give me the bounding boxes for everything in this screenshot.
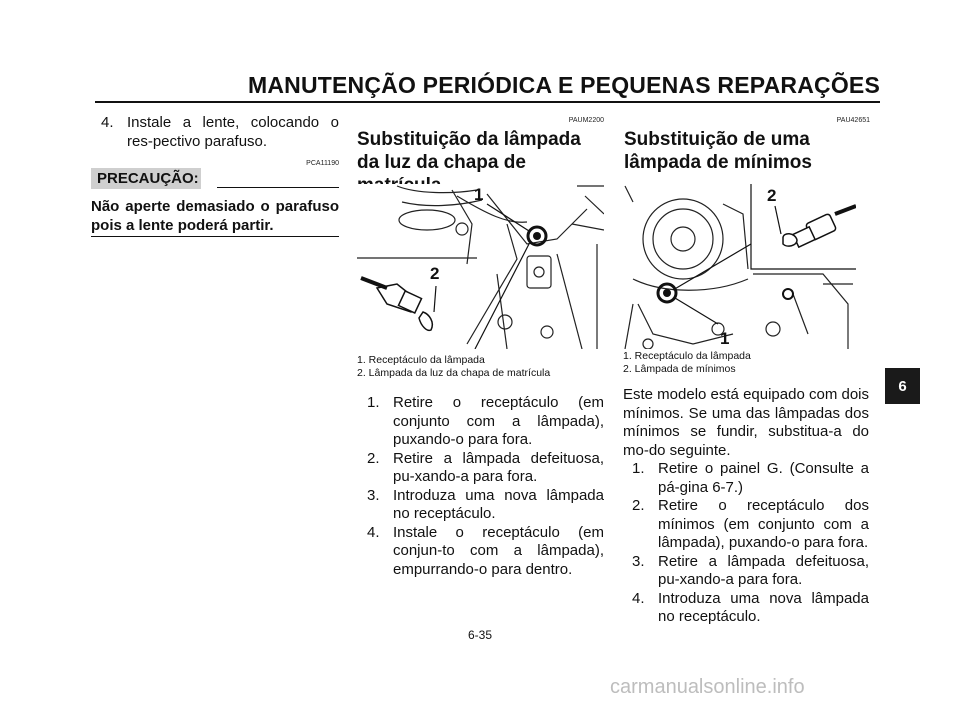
list-text: Introduza uma nova lâmpada no receptáculo. — [393, 486, 604, 522]
list-number: 4. — [632, 589, 645, 607]
list-text: Retire o receptáculo (em conjunto com a lâmpada), puxando-o para fora. — [393, 394, 604, 448]
list-number: 3. — [367, 486, 380, 504]
list-text: Retire a lâmpada defeituosa, pu-xando-a para fora. — [393, 449, 604, 485]
position-lamp-illustration — [623, 184, 856, 349]
section-heading: Substituição da lâmpada da luz da chapa de — [357, 129, 581, 173]
callout-1: 1 — [474, 185, 484, 204]
list-item — [632, 497, 869, 553]
caution-bottom-rule — [91, 236, 339, 237]
list-text: Retire o receptáculo dos mínimos (em conjunto com a lâmpada), puxando-o para fora. — [658, 497, 869, 551]
caution-code: PCA11190 — [306, 160, 339, 167]
list-number: 2. — [632, 497, 645, 514]
caption-line: 2. Lâmpada de mínimos — [623, 363, 736, 375]
chapter-tab: 6 — [885, 368, 920, 404]
position-lamp-figure — [623, 184, 856, 349]
section-heading: Substituição de uma lâmpada de mínimos — [624, 129, 812, 173]
list-item — [632, 460, 869, 497]
list-number: 1. — [367, 394, 380, 411]
list-text: Retire a lâmpada defeituosa, pu-xando-a para fora. — [658, 552, 869, 588]
list-item — [367, 487, 604, 524]
left-column — [101, 114, 339, 151]
list-item — [101, 114, 339, 151]
list-text: Instale a lente, colocando o res-pectivo parafuso. — [127, 114, 339, 150]
list-text: Introduza uma nova lâmpada no receptáculo. — [658, 589, 869, 625]
caption-line: 1. Receptáculo da lâmpada — [357, 354, 485, 366]
watermark: carmanualsonline.info — [610, 676, 805, 698]
caution-label: PRECAUÇÃO: — [91, 168, 201, 189]
list-number: 3. — [632, 552, 645, 570]
license-lamp-figure — [357, 184, 604, 349]
list-item — [367, 450, 604, 487]
list-number: 4. — [101, 114, 114, 131]
list-text: Instale o receptáculo (em conjun-to com a lâmpada), empurrando-o para dentro. — [393, 523, 604, 578]
caution-text: Não aperte demasiado o parafuso pois a lente poderá partir. — [91, 198, 339, 234]
license-lamp-illustration — [357, 184, 604, 349]
page-title: MANUTENÇÃO PERIÓDICA E PEQUENAS REPARAÇÕES — [247, 72, 880, 98]
list-item — [367, 524, 604, 580]
caution-rule — [217, 187, 339, 188]
callout-2: 2 — [767, 186, 777, 205]
right-steps — [632, 460, 869, 627]
middle-steps — [367, 394, 604, 579]
figure-captions — [623, 350, 873, 376]
figure-captions — [357, 354, 607, 380]
list-item — [632, 553, 869, 590]
callout-2: 2 — [430, 264, 440, 283]
section-code: PAU42651 — [836, 117, 870, 124]
list-number: 4. — [367, 523, 380, 541]
caption-line: 2. Lâmpada da luz da chapa de matrícula — [357, 367, 551, 379]
list-item — [367, 394, 604, 450]
page-number: 6-35 — [467, 628, 493, 642]
list-text: Retire o painel G. (Consulte a pá-gina 6-7.) — [658, 460, 869, 496]
header-rule — [95, 101, 880, 103]
callout-1: 1 — [720, 329, 730, 348]
section-code: PAUM2200 — [568, 117, 604, 124]
list-number: 1. — [632, 460, 645, 477]
list-item — [632, 590, 869, 627]
list-number: 2. — [367, 449, 380, 467]
right-intro: Este modelo está equipado com dois mínimos. Se uma das lâmpadas dos mínimos se fundir, substitua-a do mo-do seguinte. — [623, 386, 869, 459]
caption-line: 1. Receptáculo da lâmpada — [623, 350, 751, 362]
